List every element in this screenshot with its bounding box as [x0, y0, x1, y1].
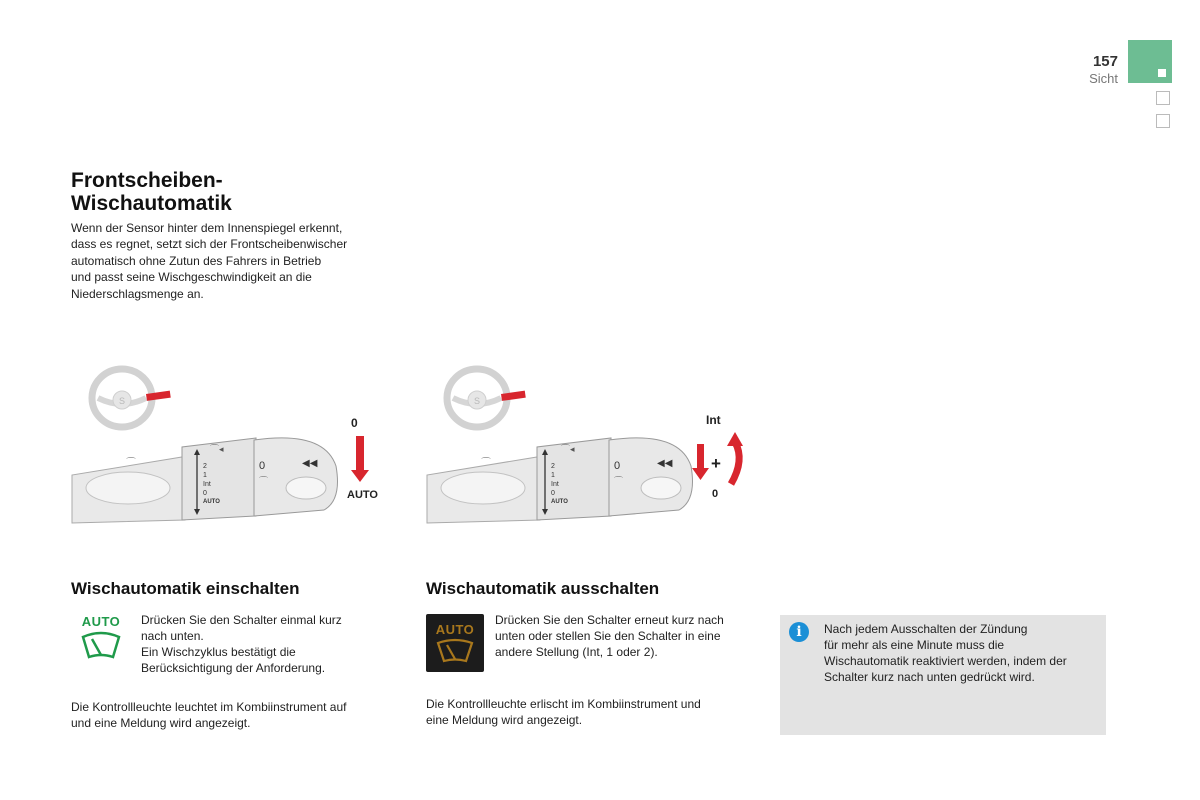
- windshield-wiper-icon: [426, 637, 484, 667]
- instruction-line: nach unten.: [141, 629, 204, 643]
- windshield-wiper-icon: [78, 629, 124, 661]
- svg-text:⌒: ⌒: [614, 477, 624, 487]
- intro-line: Wenn der Sensor hinter dem Innenspiegel erkennt,: [71, 221, 343, 235]
- instruction-on: [141, 612, 391, 676]
- stalk-mark: 1: [203, 472, 207, 479]
- section-name: Sicht: [1089, 71, 1118, 86]
- instruction-line: Berücksichtigung der Anforderung.: [141, 661, 326, 675]
- info-line: Schalter kurz nach unten gedrückt wird.: [824, 670, 1035, 684]
- instruction-line: Drücken Sie den Schalter einmal kurz: [141, 613, 342, 627]
- svg-text:⌒◂: ⌒◂: [561, 445, 575, 455]
- svg-text:⌒: ⌒: [259, 477, 269, 487]
- chapter-tab-active: [1128, 40, 1172, 83]
- page-number: 157: [1092, 53, 1118, 70]
- position-label: AUTO: [347, 489, 378, 501]
- svg-text:⌒◂: ⌒◂: [210, 445, 224, 455]
- instruction-line: unten oder stellen Sie den Schalter in eine: [495, 629, 721, 643]
- note-line: Die Kontrollleuchte erlischt im Kombiinstrument und: [426, 697, 701, 711]
- wiper-stalk-illustration-off: [425, 360, 755, 532]
- stalk-mark: 0: [551, 490, 555, 497]
- stalk-mark: 2: [551, 463, 555, 470]
- steering-wheel-icon: [447, 369, 526, 427]
- intro-line: automatisch ohne Zutun des Fahrers in Betrieb: [71, 253, 322, 268]
- auto-label: AUTO: [435, 622, 475, 637]
- note-line: eine Meldung wird angezeigt.: [426, 713, 583, 727]
- instruction-line: Drücken Sie den Schalter erneut kurz nach: [495, 613, 724, 627]
- svg-text:◀◀: ◀◀: [657, 458, 673, 469]
- svg-text:⌒: ⌒: [481, 458, 491, 469]
- intro-line: und passt seine Wischgeschwindigkeit an die: [71, 270, 312, 285]
- svg-text:0: 0: [259, 460, 266, 472]
- instruction-off: [495, 612, 760, 660]
- plus-label: +: [711, 454, 721, 473]
- svg-text:S: S: [474, 396, 481, 406]
- stalk-mark: Int: [203, 481, 211, 488]
- info-line: Nach jedem Ausschalten der Zündung: [824, 622, 1028, 636]
- stalk-mark: Int: [551, 481, 559, 488]
- stalk-mark: 2: [203, 463, 207, 470]
- title-line: Wischautomatik: [71, 192, 232, 215]
- intro-line: Niederschlagsmenge an.: [71, 286, 204, 301]
- svg-text:⌒: ⌒: [126, 458, 136, 469]
- instruction-line: andere Stellung (Int, 1 oder 2).: [495, 645, 658, 659]
- note-on: [71, 699, 401, 731]
- intro-line: dass es regnet, setzt sich der Frontscheibenwischer: [71, 237, 348, 252]
- page-title: [71, 169, 391, 215]
- stalk-mark: 1: [551, 472, 555, 479]
- position-label: 0: [712, 488, 719, 500]
- info-line: für mehr als eine Minute muss die: [824, 638, 1005, 652]
- tab-marker-icon: [1158, 69, 1166, 77]
- stalk-mark: AUTO: [551, 499, 568, 505]
- auto-wiper-indicator-off-icon: [426, 614, 484, 672]
- section-heading-off: Wischautomatik ausschalten: [426, 579, 660, 598]
- note-line: Die Kontrollleuchte leuchtet im Kombiinstrument auf: [71, 700, 347, 714]
- position-label: Int: [706, 413, 721, 427]
- auto-label: AUTO: [81, 614, 121, 629]
- down-arrow-icon: [692, 444, 709, 480]
- title-line: Frontscheiben-: [71, 169, 223, 192]
- info-line: Wischautomatik reaktiviert werden, indem der: [824, 654, 1067, 668]
- note-line: und eine Meldung wird angezeigt.: [71, 716, 251, 730]
- note-off: [426, 696, 756, 728]
- instruction-line: Ein Wischzyklus bestätigt die: [141, 645, 296, 659]
- down-arrow-icon: [351, 436, 369, 482]
- info-text: [824, 621, 1104, 685]
- chapter-tab: [1156, 91, 1170, 105]
- wiper-stalk-illustration-on: [70, 360, 390, 532]
- auto-wiper-indicator-icon: [78, 614, 124, 670]
- stalk-mark: 0: [203, 490, 207, 497]
- section-heading-on: Wischautomatik einschalten: [71, 579, 300, 598]
- svg-text:S: S: [119, 396, 126, 406]
- position-label: 0: [351, 416, 358, 430]
- svg-text:0: 0: [614, 460, 621, 472]
- intro-text: [71, 220, 391, 302]
- svg-text:◀◀: ◀◀: [302, 458, 318, 469]
- steering-wheel-icon: [92, 369, 171, 427]
- chapter-tab: [1156, 114, 1170, 128]
- info-icon: i: [789, 622, 809, 642]
- curved-arrow-icon: [727, 432, 743, 484]
- stalk-mark: AUTO: [203, 499, 220, 505]
